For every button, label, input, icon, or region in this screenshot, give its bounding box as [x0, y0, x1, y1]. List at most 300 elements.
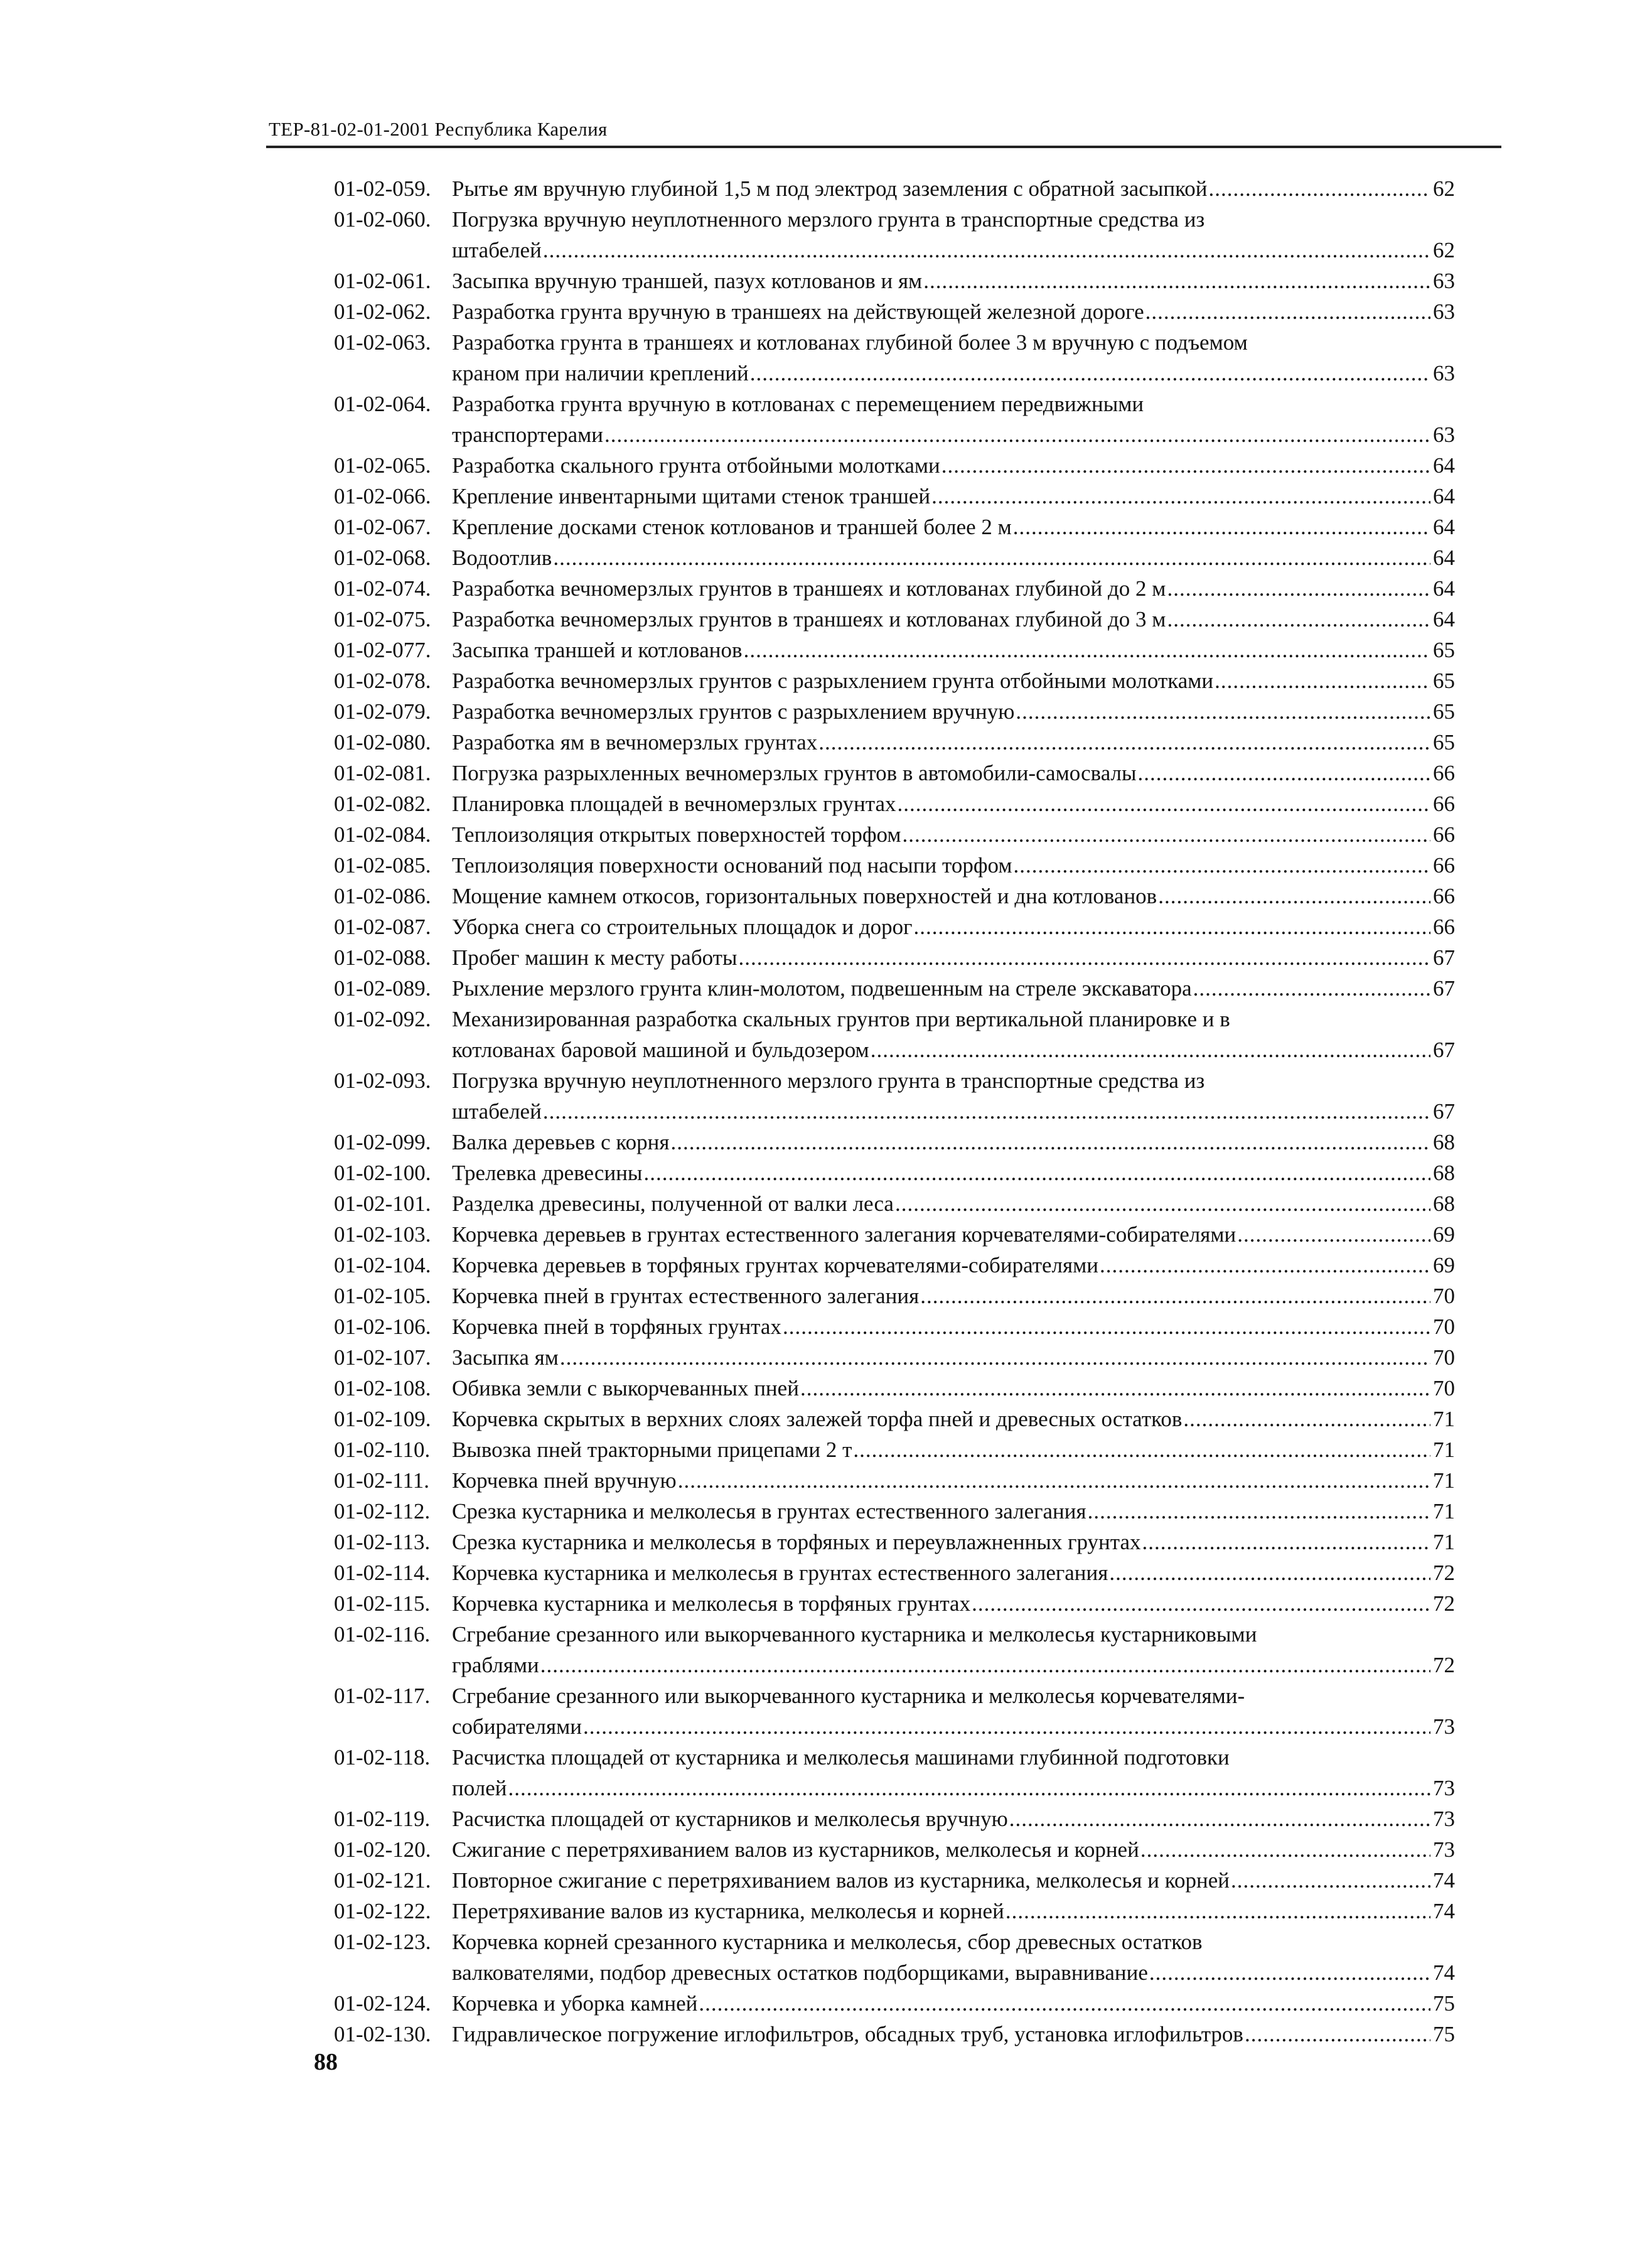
- dot-leader: [1140, 1527, 1430, 1557]
- entry-code: 01-02-066.: [334, 484, 431, 508]
- dot-leader: [539, 1650, 1430, 1680]
- entry-line: [452, 1496, 1455, 1527]
- entry-code: 01-02-106.: [334, 1314, 431, 1339]
- entry-line: [452, 911, 1455, 942]
- entry-page-number: 64: [1433, 484, 1455, 508]
- entry-line: [452, 819, 1455, 850]
- toc-entry[interactable]: [334, 973, 1455, 1004]
- entry-code: 01-02-123.: [334, 1930, 431, 1954]
- entry-description: [452, 450, 1455, 481]
- dot-leader: [1213, 665, 1430, 696]
- entry-line: [452, 635, 1455, 665]
- entry-line: [452, 727, 1455, 758]
- dot-leader: [669, 1127, 1430, 1158]
- entry-page-number: 75: [1433, 2022, 1455, 2046]
- entry-page-number: 71: [1433, 1499, 1455, 1523]
- toc-entry[interactable]: [334, 1803, 1455, 1834]
- entry-title-text: Разработка вечномерзлых грунтов в траншеях и котлованах глубиной до 2 м: [452, 576, 1166, 601]
- entry-title-text: Погрузка вручную неуплотненного мерзлого грунта в транспортные средства из: [452, 207, 1205, 232]
- entry-description: [452, 1496, 1455, 1527]
- dot-leader: [1108, 1557, 1430, 1588]
- entry-page-number: 73: [1433, 1714, 1455, 1739]
- entry-line: [452, 1219, 1455, 1250]
- header-rule: [266, 146, 1501, 148]
- entry-page-number: 66: [1433, 822, 1455, 847]
- entry-description: [452, 573, 1455, 604]
- entry-line: [452, 573, 1455, 604]
- entry-description: [452, 1342, 1455, 1373]
- entry-title-text: транспортерами: [452, 422, 604, 447]
- entry-description: [452, 1281, 1455, 1311]
- entry-page-number: 65: [1433, 669, 1455, 693]
- entry-title-text: Погрузка разрыхленных вечномерзлых грунтов в автомобили-самосвалы: [452, 761, 1137, 785]
- entry-line: [452, 327, 1455, 358]
- entry-title-text: валкователями, подбор древесных остатков подборщиками, выравнивание: [452, 1960, 1148, 1985]
- entry-description: [452, 881, 1455, 911]
- toc-entry[interactable]: [334, 635, 1455, 665]
- entry-code: 01-02-080.: [334, 730, 431, 755]
- entry-code: 01-02-062.: [334, 299, 431, 324]
- dot-leader: [817, 727, 1430, 758]
- entry-title-text: Разработка ям в вечномерзлых грунтах: [452, 730, 818, 755]
- entry-page-number: 65: [1433, 699, 1455, 724]
- toc-entry[interactable]: [334, 758, 1455, 788]
- entry-code: 01-02-119.: [334, 1807, 431, 1831]
- entry-title-text: Разделка древесины, полученной от валки леса: [452, 1191, 894, 1216]
- entry-description: [452, 1373, 1455, 1404]
- dot-leader: [559, 1342, 1430, 1373]
- entry-page-number: 66: [1433, 761, 1455, 785]
- entry-page-number: 67: [1433, 1099, 1455, 1124]
- entry-page-number: 69: [1433, 1253, 1455, 1277]
- entry-description: [452, 204, 1455, 266]
- entry-title-text: Уборка снега со строительных площадок и дорог: [452, 915, 913, 939]
- dot-leader: [507, 1773, 1431, 1803]
- entry-page-number: 64: [1433, 453, 1455, 478]
- entry-line: [452, 881, 1455, 911]
- entry-description: [452, 727, 1455, 758]
- entry-description: [452, 1465, 1455, 1496]
- entry-code: 01-02-075.: [334, 607, 431, 631]
- entry-line: [452, 296, 1455, 327]
- entry-page-number: 63: [1433, 299, 1455, 324]
- dot-leader: [552, 542, 1430, 573]
- entry-line: [452, 542, 1455, 573]
- dot-leader: [919, 1281, 1430, 1311]
- dot-leader: [1208, 173, 1430, 204]
- entry-line: [452, 419, 1455, 450]
- entry-description: [452, 973, 1455, 1004]
- entry-title-text: Разработка грунта вручную в траншеях на действующей железной дороге: [452, 299, 1144, 324]
- toc-entry[interactable]: [334, 788, 1455, 819]
- entry-line: [452, 1619, 1455, 1650]
- entry-line: [452, 1742, 1455, 1773]
- toc-entry[interactable]: [334, 1404, 1455, 1434]
- dot-leader: [1012, 850, 1430, 881]
- entry-line: [452, 1557, 1455, 1588]
- entry-title-text: Корчевка деревьев в торфяных грунтах корчевателями-собирателями: [452, 1253, 1098, 1277]
- entry-page-number: 62: [1433, 238, 1455, 262]
- entry-line: [452, 1650, 1455, 1680]
- dot-leader: [642, 1158, 1430, 1188]
- entry-line: [452, 1988, 1455, 2019]
- entry-line: [452, 450, 1455, 481]
- entry-line: [452, 1250, 1455, 1281]
- entry-code: 01-02-099.: [334, 1130, 431, 1154]
- entry-title-text: Механизированная разработка скальных грунтов при вертикальной планировке и в: [452, 1007, 1230, 1031]
- dot-leader: [603, 419, 1430, 450]
- toc-entry[interactable]: [334, 1065, 1455, 1127]
- entry-line: [452, 1281, 1455, 1311]
- entry-page-number: 75: [1433, 1991, 1455, 2016]
- entry-title-text: Обивка земли с выкорчеванных пней: [452, 1376, 799, 1400]
- dot-leader: [781, 1311, 1430, 1342]
- toc-entry[interactable]: [334, 1127, 1455, 1158]
- entry-code: 01-02-088.: [334, 945, 431, 970]
- entry-code: 01-02-114.: [334, 1561, 431, 1585]
- entry-page-number: 68: [1433, 1130, 1455, 1154]
- toc-entry[interactable]: [334, 911, 1455, 942]
- toc-entry[interactable]: [334, 1004, 1455, 1065]
- toc-entry[interactable]: [334, 1311, 1455, 1342]
- entry-description: [452, 389, 1455, 450]
- page-number: 88: [314, 2049, 338, 2075]
- toc-entry[interactable]: [334, 266, 1455, 296]
- entry-title-text: Теплоизоляция открытых поверхностей торфом: [452, 822, 901, 847]
- toc-entry[interactable]: [334, 1188, 1455, 1219]
- entry-line: [452, 1711, 1455, 1742]
- dot-leader: [1192, 973, 1430, 1004]
- entry-code: 01-02-067.: [334, 515, 431, 539]
- entry-line: [452, 2019, 1455, 2050]
- dot-leader: [582, 1711, 1430, 1742]
- entry-code: 01-02-093.: [334, 1068, 431, 1093]
- entry-line: [452, 1465, 1455, 1496]
- entry-code: 01-02-077.: [334, 638, 431, 662]
- dot-leader: [743, 635, 1430, 665]
- entry-description: [452, 1742, 1455, 1803]
- entry-line: [452, 235, 1455, 266]
- entry-line: [452, 1896, 1455, 1926]
- entry-line: [452, 512, 1455, 542]
- entry-description: [452, 1926, 1455, 1988]
- entry-description: [452, 542, 1455, 573]
- toc-entry[interactable]: [334, 481, 1455, 512]
- toc-entry[interactable]: [334, 1926, 1455, 1988]
- entry-title-text: Сгребание срезанного или выкорчеванного кустарника и мелколесья кустарниковыми: [452, 1622, 1257, 1647]
- entry-page-number: 66: [1433, 915, 1455, 939]
- entry-title-text: Крепление досками стенок котлованов и траншей более 2 м: [452, 515, 1012, 539]
- dot-leader: [1012, 512, 1430, 542]
- dot-leader: [1098, 1250, 1430, 1281]
- entry-page-number: 66: [1433, 853, 1455, 878]
- entry-description: [452, 1803, 1455, 1834]
- entry-line: [452, 1065, 1455, 1096]
- entry-code: 01-02-101.: [334, 1191, 431, 1216]
- entry-code: 01-02-100.: [334, 1161, 431, 1185]
- entry-code: 01-02-110.: [334, 1437, 431, 1462]
- entry-line: [452, 1158, 1455, 1188]
- entry-line: [452, 1588, 1455, 1619]
- entry-description: [452, 266, 1455, 296]
- entry-page-number: 74: [1433, 1868, 1455, 1893]
- toc-entry[interactable]: [334, 1742, 1455, 1803]
- toc-entry[interactable]: [334, 512, 1455, 542]
- entry-description: [452, 512, 1455, 542]
- entry-code: 01-02-063.: [334, 330, 431, 355]
- toc-entry[interactable]: [334, 1434, 1455, 1465]
- entry-line: [452, 1957, 1455, 1988]
- toc-entry[interactable]: [334, 1834, 1455, 1865]
- toc-entry[interactable]: [334, 389, 1455, 450]
- toc-entry[interactable]: [334, 1588, 1455, 1619]
- entry-line: [452, 1926, 1455, 1957]
- entry-page-number: 74: [1433, 1960, 1455, 1985]
- entry-line: [452, 1404, 1455, 1434]
- entry-code: 01-02-089.: [334, 976, 431, 1001]
- dot-leader: [1166, 573, 1430, 604]
- entry-title-text: Перетряхивание валов из кустарника, мелколесья и корней: [452, 1899, 1004, 1923]
- entry-title-text: полей: [452, 1776, 507, 1800]
- toc-entry[interactable]: [334, 850, 1455, 881]
- entry-page-number: 70: [1433, 1314, 1455, 1339]
- entry-title-text: Мощение камнем откосов, горизонтальных поверхностей и дна котлованов: [452, 884, 1157, 908]
- toc-entry[interactable]: [334, 881, 1455, 911]
- entry-code: 01-02-124.: [334, 1991, 431, 2016]
- toc-entry[interactable]: [334, 1342, 1455, 1373]
- toc-entry[interactable]: [334, 1219, 1455, 1250]
- entry-page-number: 70: [1433, 1376, 1455, 1400]
- toc-entry[interactable]: [334, 296, 1455, 327]
- entry-code: 01-02-109.: [334, 1407, 431, 1431]
- entry-code: 01-02-082.: [334, 792, 431, 816]
- toc-entry[interactable]: [334, 1465, 1455, 1496]
- dot-leader: [869, 1034, 1430, 1065]
- entry-page-number: 72: [1433, 1561, 1455, 1585]
- entry-code: 01-02-115.: [334, 1591, 431, 1616]
- dot-leader: [1166, 604, 1430, 635]
- entry-title-text: Корчевка и уборка камней: [452, 1991, 698, 2016]
- entry-line: [452, 788, 1455, 819]
- entry-description: [452, 1065, 1455, 1127]
- entry-line: [452, 1311, 1455, 1342]
- entry-description: [452, 1865, 1455, 1896]
- toc-entry[interactable]: [334, 1373, 1455, 1404]
- toc-entry[interactable]: [334, 450, 1455, 481]
- entry-code: 01-02-074.: [334, 576, 431, 601]
- entry-title-text: Погрузка вручную неуплотненного мерзлого грунта в транспортные средства из: [452, 1068, 1205, 1093]
- entry-code: 01-02-086.: [334, 884, 431, 908]
- entry-title-text: Корчевка пней в торфяных грунтах: [452, 1314, 781, 1339]
- entry-line: [452, 204, 1455, 235]
- entry-title-text: Разработка грунта в траншеях и котлованах глубиной более 3 м вручную с подъемом: [452, 330, 1248, 355]
- entry-page-number: 67: [1433, 1038, 1455, 1062]
- entry-line: [452, 973, 1455, 1004]
- entry-title-text: Корчевка пней вручную: [452, 1468, 677, 1493]
- entry-code: 01-02-112.: [334, 1499, 431, 1523]
- entry-page-number: 71: [1433, 1437, 1455, 1462]
- entry-description: [452, 1250, 1455, 1281]
- toc-entry[interactable]: [334, 1496, 1455, 1527]
- entry-title-text: Пробег машин к месту работы: [452, 945, 738, 970]
- dot-leader: [1137, 758, 1430, 788]
- entry-page-number: 62: [1433, 176, 1455, 201]
- entry-title-text: Планировка площадей в вечномерзлых грунтах: [452, 792, 896, 816]
- entry-title-text: Сжигание с перетряхиванием валов из кустарников, мелколесья и корней: [452, 1837, 1139, 1862]
- dot-leader: [542, 1096, 1430, 1127]
- toc-entry[interactable]: [334, 1158, 1455, 1188]
- toc-entry[interactable]: [334, 1988, 1455, 2019]
- entry-page-number: 72: [1433, 1653, 1455, 1677]
- entry-code: 01-02-084.: [334, 822, 431, 847]
- toc-entry[interactable]: [334, 327, 1455, 389]
- dot-leader: [1157, 881, 1430, 911]
- dot-leader: [1236, 1219, 1430, 1250]
- toc-entry[interactable]: [334, 1250, 1455, 1281]
- entry-title-text: Вывозка пней тракторными прицепами 2 т: [452, 1437, 852, 1462]
- toc-entry[interactable]: [334, 819, 1455, 850]
- entry-code: 01-02-108.: [334, 1376, 431, 1400]
- entry-page-number: 69: [1433, 1222, 1455, 1247]
- entry-line: [452, 1803, 1455, 1834]
- toc-entry[interactable]: [334, 696, 1455, 727]
- toc-entry[interactable]: [334, 1619, 1455, 1680]
- dot-leader: [1004, 1896, 1430, 1926]
- dot-leader: [852, 1434, 1430, 1465]
- dot-leader: [913, 911, 1431, 942]
- entry-title-text: Рытье ям вручную глубиной 1,5 м под электрод заземления с обратной засыпкой: [452, 176, 1208, 201]
- entry-title-text: Корчевка корней срезанного кустарника и мелколесья, сбор древесных остатков: [452, 1930, 1203, 1954]
- toc-entry[interactable]: [334, 173, 1455, 204]
- entry-page-number: 64: [1433, 545, 1455, 570]
- entry-title-text: Засыпка вручную траншей, пазух котлованов и ям: [452, 269, 923, 293]
- toc-entry[interactable]: [334, 542, 1455, 573]
- toc-entry[interactable]: [334, 604, 1455, 635]
- entry-line: [452, 358, 1455, 389]
- entry-line: [452, 1373, 1455, 1404]
- entry-title-text: Рыхление мерзлого грунта клин-молотом, подвешенным на стреле экскаватора: [452, 976, 1192, 1001]
- entry-page-number: 65: [1433, 730, 1455, 755]
- entry-line: [452, 942, 1455, 973]
- dot-leader: [1230, 1865, 1430, 1896]
- entry-page-number: 71: [1433, 1530, 1455, 1554]
- entry-title-text: Сгребание срезанного или выкорчеванного кустарника и мелколесья корчевателями-: [452, 1684, 1245, 1708]
- entry-code: 01-02-059.: [334, 176, 431, 201]
- entry-description: [452, 635, 1455, 665]
- entry-title-text: Срезка кустарника и мелколесья в грунтах естественного залегания: [452, 1499, 1086, 1523]
- entry-code: 01-02-121.: [334, 1868, 431, 1893]
- entry-code: 01-02-065.: [334, 453, 431, 478]
- entry-title-text: Разработка грунта вручную в котлованах с перемещением передвижными: [452, 392, 1144, 416]
- entry-title-text: Корчевка пней в грунтах естественного залегания: [452, 1284, 920, 1308]
- dot-leader: [697, 1988, 1430, 2019]
- entry-page-number: 70: [1433, 1345, 1455, 1370]
- toc-entry[interactable]: [334, 665, 1455, 696]
- entry-page-number: 73: [1433, 1807, 1455, 1831]
- dot-leader: [940, 450, 1430, 481]
- entry-description: [452, 665, 1455, 696]
- entry-page-number: 64: [1433, 515, 1455, 539]
- entry-title-text: Корчевка кустарника и мелколесья в грунтах естественного залегания: [452, 1561, 1108, 1585]
- entry-description: [452, 1158, 1455, 1188]
- entry-title-text: Крепление инвентарными щитами стенок траншей: [452, 484, 931, 508]
- toc-entry[interactable]: [334, 1527, 1455, 1557]
- dot-leader: [1182, 1404, 1430, 1434]
- entry-line: [452, 665, 1455, 696]
- toc-entry[interactable]: [334, 1557, 1455, 1588]
- entry-page-number: 67: [1433, 945, 1455, 970]
- entry-code: 01-02-111.: [334, 1468, 429, 1493]
- entry-code: 01-02-113.: [334, 1530, 431, 1554]
- entry-description: [452, 1188, 1455, 1219]
- entry-description: [452, 1680, 1455, 1742]
- entry-line: [452, 758, 1455, 788]
- dot-leader: [970, 1588, 1430, 1619]
- entry-code: 01-02-064.: [334, 392, 431, 416]
- toc-entry[interactable]: [334, 1680, 1455, 1742]
- entry-line: [452, 1127, 1455, 1158]
- entry-title-text: Гидравлическое погружение иглофильтров, обсадных труб, установка иглофильтров: [452, 2022, 1243, 2046]
- dot-leader: [894, 1188, 1430, 1219]
- entry-line: [452, 481, 1455, 512]
- dot-leader: [1008, 1803, 1430, 1834]
- toc-entry[interactable]: [334, 942, 1455, 973]
- entry-description: [452, 296, 1455, 327]
- entry-title-text: Корчевка скрытых в верхних слоях залежей торфа пней и древесных остатков: [452, 1407, 1183, 1431]
- toc-entry[interactable]: [334, 1281, 1455, 1311]
- entry-title-text: штабелей: [452, 1099, 542, 1124]
- toc-entry[interactable]: [334, 1896, 1455, 1926]
- entry-code: 01-02-107.: [334, 1345, 431, 1370]
- dot-leader: [922, 266, 1430, 296]
- entry-description: [452, 1557, 1455, 1588]
- dot-leader: [1086, 1496, 1430, 1527]
- entry-title-text: Расчистка площадей от кустарников и мелколесья вручную: [452, 1807, 1008, 1831]
- toc-entry[interactable]: [334, 1865, 1455, 1896]
- entry-line: [452, 1680, 1455, 1711]
- entry-line: [452, 604, 1455, 635]
- entry-description: [452, 1588, 1455, 1619]
- entry-line: [452, 1034, 1455, 1065]
- entry-title-text: краном при наличии креплений: [452, 361, 749, 385]
- running-header: ТЕР-81-02-01-2001 Республика Карелия: [269, 118, 608, 140]
- entry-line: [452, 1342, 1455, 1373]
- entry-line: [452, 850, 1455, 881]
- dot-leader: [542, 235, 1430, 266]
- entry-code: 01-02-120.: [334, 1837, 431, 1862]
- toc-entry[interactable]: [334, 727, 1455, 758]
- dot-leader: [738, 942, 1431, 973]
- entry-page-number: 67: [1433, 976, 1455, 1001]
- toc-entry[interactable]: [334, 204, 1455, 266]
- entry-code: 01-02-117.: [334, 1684, 431, 1708]
- entry-page-number: 66: [1433, 884, 1455, 908]
- entry-page-number: 68: [1433, 1191, 1455, 1216]
- entry-line: [452, 696, 1455, 727]
- entry-line: [452, 1188, 1455, 1219]
- entry-line: [452, 266, 1455, 296]
- entry-code: 01-02-116.: [334, 1622, 431, 1647]
- entry-description: [452, 1988, 1455, 2019]
- toc-entry[interactable]: [334, 573, 1455, 604]
- entry-description: [452, 1404, 1455, 1434]
- entry-page-number: 74: [1433, 1899, 1455, 1923]
- toc-entry[interactable]: [334, 2019, 1455, 2050]
- entry-description: [452, 2019, 1455, 2050]
- entry-title-text: Разработка вечномерзлых грунтов с разрыхлением вручную: [452, 699, 1015, 724]
- entry-code: 01-02-085.: [334, 853, 431, 878]
- entry-page-number: 65: [1433, 638, 1455, 662]
